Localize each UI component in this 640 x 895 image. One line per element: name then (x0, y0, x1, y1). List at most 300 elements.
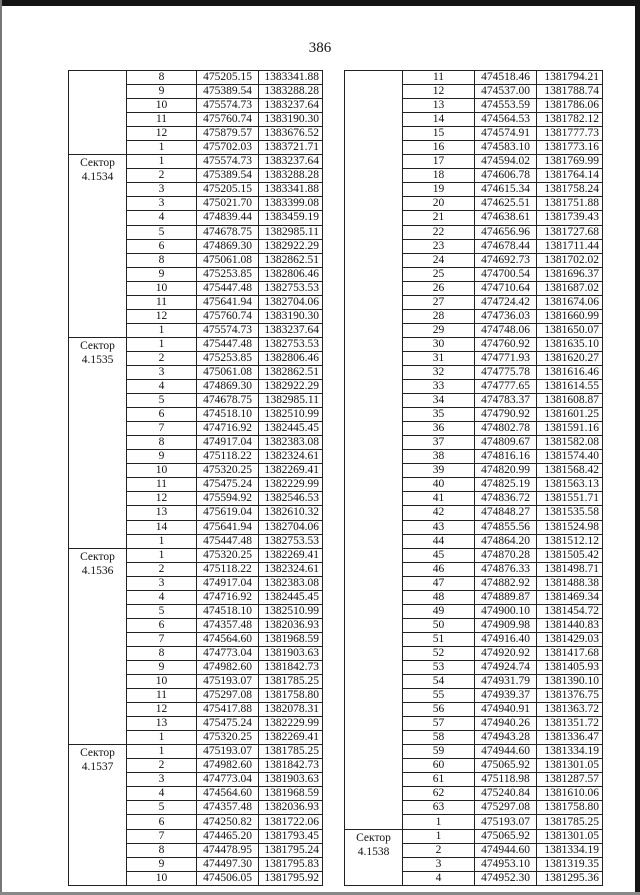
x-coordinate-cell: 474917.04 (197, 436, 259, 450)
sector-cell (69, 745, 127, 885)
point-number-cell: 2 (127, 351, 197, 365)
sector-id: 4.1536 (81, 564, 114, 577)
y-coordinate-cell: 1381788.74 (537, 85, 603, 99)
point-number-cell: 9 (127, 857, 197, 871)
x-coordinate-cell: 475594.92 (197, 492, 259, 506)
point-number-cell: 1 (127, 548, 197, 562)
point-number-cell: 7 (127, 632, 197, 646)
y-coordinate-cell: 1382078.31 (259, 703, 323, 717)
x-coordinate-cell: 474809.67 (475, 436, 537, 450)
point-number-cell: 37 (403, 436, 475, 450)
y-coordinate-cell: 1381769.99 (537, 155, 603, 169)
x-coordinate-cell: 474882.92 (475, 576, 537, 590)
x-coordinate-cell: 475475.24 (197, 478, 259, 492)
point-number-cell: 1 (403, 815, 475, 829)
x-coordinate-cell: 474357.48 (197, 801, 259, 815)
y-coordinate-cell: 1382985.11 (259, 394, 323, 408)
x-coordinate-cell: 474916.40 (475, 632, 537, 646)
x-coordinate-cell: 475760.74 (197, 309, 259, 323)
y-coordinate-cell: 1381582.08 (537, 436, 603, 450)
point-number-cell: 13 (127, 717, 197, 731)
x-coordinate-cell: 475447.48 (197, 281, 259, 295)
sector-cell (69, 155, 127, 338)
point-number-cell: 11 (403, 71, 475, 85)
y-coordinate-cell: 1381687.02 (537, 281, 603, 295)
x-coordinate-cell: 475021.70 (197, 197, 259, 211)
point-number-cell: 8 (127, 843, 197, 857)
table-row (69, 337, 323, 351)
x-coordinate-cell: 474518.46 (475, 71, 537, 85)
point-number-cell: 3 (127, 197, 197, 211)
x-coordinate-cell: 474775.78 (475, 365, 537, 379)
y-coordinate-cell: 1381417.68 (537, 646, 603, 660)
x-coordinate-cell: 474465.20 (197, 829, 259, 843)
y-coordinate-cell: 1381782.12 (537, 113, 603, 127)
x-coordinate-cell: 475118.22 (197, 562, 259, 576)
y-coordinate-cell: 1381773.16 (537, 141, 603, 155)
y-coordinate-cell: 1381903.63 (259, 646, 323, 660)
point-number-cell: 54 (403, 675, 475, 689)
y-coordinate-cell: 1383237.64 (259, 323, 323, 337)
x-coordinate-cell: 474748.06 (475, 323, 537, 337)
y-coordinate-cell: 1382922.29 (259, 239, 323, 253)
point-number-cell: 5 (127, 604, 197, 618)
coordinates-table-right-body (345, 71, 603, 886)
y-coordinate-cell: 1381702.02 (537, 253, 603, 267)
sector-label: Сектор (80, 550, 115, 563)
point-number-cell: 4 (127, 380, 197, 394)
y-coordinate-cell: 1381751.88 (537, 197, 603, 211)
y-coordinate-cell: 1381568.42 (537, 464, 603, 478)
x-coordinate-cell: 475205.15 (197, 183, 259, 197)
point-number-cell: 15 (403, 127, 475, 141)
point-number-cell: 2 (127, 562, 197, 576)
point-number-cell: 7 (127, 829, 197, 843)
y-coordinate-cell: 1381524.98 (537, 520, 603, 534)
y-coordinate-cell: 1381650.07 (537, 323, 603, 337)
y-coordinate-cell: 1381786.06 (537, 99, 603, 113)
x-coordinate-cell: 475320.25 (197, 731, 259, 745)
y-coordinate-cell: 1381660.99 (537, 309, 603, 323)
y-coordinate-cell: 1381295.36 (537, 871, 603, 885)
point-number-cell: 57 (403, 717, 475, 731)
y-coordinate-cell: 1381696.37 (537, 267, 603, 281)
x-coordinate-cell: 475065.92 (475, 759, 537, 773)
x-coordinate-cell: 474615.34 (475, 183, 537, 197)
y-coordinate-cell: 1382922.29 (259, 380, 323, 394)
x-coordinate-cell: 474710.64 (475, 281, 537, 295)
x-coordinate-cell: 474478.95 (197, 843, 259, 857)
point-number-cell: 8 (127, 646, 197, 660)
y-coordinate-cell: 1382985.11 (259, 225, 323, 239)
x-coordinate-cell: 475193.07 (197, 745, 259, 759)
x-coordinate-cell: 475193.07 (475, 815, 537, 829)
y-coordinate-cell: 1382229.99 (259, 717, 323, 731)
x-coordinate-cell: 475475.24 (197, 717, 259, 731)
x-coordinate-cell: 474952.30 (475, 871, 537, 885)
point-number-cell: 1 (127, 323, 197, 337)
point-number-cell: 59 (403, 745, 475, 759)
point-number-cell: 56 (403, 703, 475, 717)
y-coordinate-cell: 1383341.88 (259, 71, 323, 85)
point-number-cell: 1 (127, 745, 197, 759)
x-coordinate-cell: 474917.04 (197, 576, 259, 590)
point-number-cell: 9 (127, 660, 197, 674)
sector-label: Сектор (80, 157, 115, 170)
sector-label: Сектор (80, 747, 115, 760)
point-number-cell: 13 (127, 506, 197, 520)
y-coordinate-cell: 1381785.25 (259, 675, 323, 689)
x-coordinate-cell: 475389.54 (197, 169, 259, 183)
x-coordinate-cell: 474940.91 (475, 703, 537, 717)
x-coordinate-cell: 474760.92 (475, 337, 537, 351)
x-coordinate-cell: 474931.79 (475, 675, 537, 689)
y-coordinate-cell: 1381301.05 (537, 829, 603, 843)
y-coordinate-cell: 1382383.08 (259, 576, 323, 590)
y-coordinate-cell: 1381635.10 (537, 337, 603, 351)
point-number-cell: 60 (403, 759, 475, 773)
x-coordinate-cell: 474716.92 (197, 422, 259, 436)
y-coordinate-cell: 1381793.45 (259, 829, 323, 843)
x-coordinate-cell: 474848.27 (475, 506, 537, 520)
point-number-cell: 10 (127, 281, 197, 295)
x-coordinate-cell: 475760.74 (197, 113, 259, 127)
point-number-cell: 5 (127, 225, 197, 239)
x-coordinate-cell: 475447.48 (197, 534, 259, 548)
x-coordinate-cell: 474940.26 (475, 717, 537, 731)
point-number-cell: 6 (127, 239, 197, 253)
y-coordinate-cell: 1381795.24 (259, 843, 323, 857)
x-coordinate-cell: 475574.73 (197, 323, 259, 337)
y-coordinate-cell: 1381795.83 (259, 857, 323, 871)
table-row (69, 155, 323, 169)
y-coordinate-cell: 1381498.71 (537, 562, 603, 576)
y-coordinate-cell: 1381390.10 (537, 675, 603, 689)
point-number-cell: 47 (403, 576, 475, 590)
point-number-cell: 43 (403, 520, 475, 534)
x-coordinate-cell: 475879.57 (197, 127, 259, 141)
point-number-cell: 12 (127, 492, 197, 506)
point-number-cell: 48 (403, 590, 475, 604)
x-coordinate-cell: 475574.73 (197, 99, 259, 113)
point-number-cell: 9 (127, 85, 197, 99)
y-coordinate-cell: 1381512.12 (537, 534, 603, 548)
y-coordinate-cell: 1382753.53 (259, 534, 323, 548)
y-coordinate-cell: 1382862.51 (259, 253, 323, 267)
x-coordinate-cell: 474953.10 (475, 857, 537, 871)
y-coordinate-cell: 1381563.13 (537, 478, 603, 492)
y-coordinate-cell: 1382704.06 (259, 295, 323, 309)
sector-cell (345, 71, 403, 830)
point-number-cell: 50 (403, 618, 475, 632)
x-coordinate-cell: 474678.44 (475, 239, 537, 253)
x-coordinate-cell: 474864.20 (475, 534, 537, 548)
y-coordinate-cell: 1381722.06 (259, 815, 323, 829)
y-coordinate-cell: 1381429.03 (537, 632, 603, 646)
y-coordinate-cell: 1381608.87 (537, 394, 603, 408)
point-number-cell: 5 (127, 394, 197, 408)
y-coordinate-cell: 1382445.45 (259, 422, 323, 436)
point-number-cell: 39 (403, 464, 475, 478)
sector-cell (69, 71, 127, 155)
x-coordinate-cell: 475193.07 (197, 675, 259, 689)
point-number-cell: 14 (127, 520, 197, 534)
table-row (69, 71, 323, 85)
point-number-cell: 24 (403, 253, 475, 267)
x-coordinate-cell: 474802.78 (475, 422, 537, 436)
y-coordinate-cell: 1382546.53 (259, 492, 323, 506)
x-coordinate-cell: 474889.87 (475, 590, 537, 604)
point-number-cell: 11 (127, 689, 197, 703)
x-coordinate-cell: 474583.10 (475, 141, 537, 155)
sector-id: 4.1534 (81, 171, 114, 184)
y-coordinate-cell: 1382510.99 (259, 408, 323, 422)
x-coordinate-cell: 475061.08 (197, 253, 259, 267)
point-number-cell: 2 (127, 759, 197, 773)
point-number-cell: 2 (127, 169, 197, 183)
coordinates-table-left-body (69, 71, 323, 886)
x-coordinate-cell: 474825.19 (475, 478, 537, 492)
x-coordinate-cell: 474900.10 (475, 604, 537, 618)
point-number-cell: 12 (403, 85, 475, 99)
x-coordinate-cell: 475641.94 (197, 520, 259, 534)
x-coordinate-cell: 475320.25 (197, 464, 259, 478)
x-coordinate-cell: 475389.54 (197, 85, 259, 99)
point-number-cell: 51 (403, 632, 475, 646)
point-number-cell: 53 (403, 660, 475, 674)
sector-id: 4.1538 (357, 845, 390, 858)
y-coordinate-cell: 1382445.45 (259, 590, 323, 604)
scan-edge-left (0, 0, 2, 895)
y-coordinate-cell: 1381764.14 (537, 169, 603, 183)
x-coordinate-cell: 475447.48 (197, 337, 259, 351)
y-coordinate-cell: 1381334.19 (537, 745, 603, 759)
y-coordinate-cell: 1381351.72 (537, 717, 603, 731)
point-number-cell: 6 (127, 618, 197, 632)
x-coordinate-cell: 475240.84 (475, 787, 537, 801)
point-number-cell: 22 (403, 225, 475, 239)
x-coordinate-cell: 475619.04 (197, 506, 259, 520)
point-number-cell: 55 (403, 689, 475, 703)
sector-label: Сектор (356, 831, 391, 844)
y-coordinate-cell: 1381785.25 (537, 815, 603, 829)
page-number: 386 (308, 40, 332, 56)
x-coordinate-cell: 474574.91 (475, 127, 537, 141)
x-coordinate-cell: 475065.92 (475, 829, 537, 843)
scan-edge-top (0, 0, 640, 6)
point-number-cell: 3 (127, 183, 197, 197)
y-coordinate-cell: 1381551.71 (537, 492, 603, 506)
point-number-cell: 42 (403, 506, 475, 520)
point-number-cell: 12 (127, 703, 197, 717)
point-number-cell: 32 (403, 365, 475, 379)
point-number-cell: 7 (127, 422, 197, 436)
table-row (345, 71, 603, 85)
point-number-cell: 45 (403, 548, 475, 562)
y-coordinate-cell: 1381610.06 (537, 787, 603, 801)
x-coordinate-cell: 475205.15 (197, 71, 259, 85)
x-coordinate-cell: 475061.08 (197, 365, 259, 379)
y-coordinate-cell: 1383721.71 (259, 141, 323, 155)
point-number-cell: 17 (403, 155, 475, 169)
x-coordinate-cell: 474943.28 (475, 731, 537, 745)
x-coordinate-cell: 474790.92 (475, 408, 537, 422)
x-coordinate-cell: 474250.82 (197, 815, 259, 829)
point-number-cell: 1 (127, 337, 197, 351)
x-coordinate-cell: 474692.73 (475, 253, 537, 267)
y-coordinate-cell: 1383237.64 (259, 155, 323, 169)
y-coordinate-cell: 1381968.59 (259, 632, 323, 646)
point-number-cell: 13 (403, 99, 475, 113)
x-coordinate-cell: 474876.33 (475, 562, 537, 576)
point-number-cell: 19 (403, 183, 475, 197)
y-coordinate-cell: 1383190.30 (259, 309, 323, 323)
x-coordinate-cell: 475253.85 (197, 267, 259, 281)
sector-id: 4.1537 (81, 761, 114, 774)
x-coordinate-cell: 474357.48 (197, 618, 259, 632)
point-number-cell: 46 (403, 562, 475, 576)
y-coordinate-cell: 1381488.38 (537, 576, 603, 590)
x-coordinate-cell: 474518.10 (197, 604, 259, 618)
x-coordinate-cell: 474982.60 (197, 759, 259, 773)
y-coordinate-cell: 1382610.32 (259, 506, 323, 520)
y-coordinate-cell: 1381405.93 (537, 660, 603, 674)
table-row (345, 829, 603, 843)
x-coordinate-cell: 474736.03 (475, 309, 537, 323)
y-coordinate-cell: 1381968.59 (259, 787, 323, 801)
x-coordinate-cell: 474625.51 (475, 197, 537, 211)
y-coordinate-cell: 1381794.21 (537, 71, 603, 85)
y-coordinate-cell: 1381758.80 (259, 689, 323, 703)
y-coordinate-cell: 1383288.28 (259, 85, 323, 99)
point-number-cell: 8 (127, 253, 197, 267)
y-coordinate-cell: 1381601.25 (537, 408, 603, 422)
point-number-cell: 3 (127, 773, 197, 787)
point-number-cell: 1 (403, 829, 475, 843)
y-coordinate-cell: 1381440.83 (537, 618, 603, 632)
y-coordinate-cell: 1381785.25 (259, 745, 323, 759)
x-coordinate-cell: 474656.96 (475, 225, 537, 239)
x-coordinate-cell: 474836.72 (475, 492, 537, 506)
x-coordinate-cell: 474724.42 (475, 295, 537, 309)
y-coordinate-cell: 1381842.73 (259, 759, 323, 773)
y-coordinate-cell: 1381319.35 (537, 857, 603, 871)
y-coordinate-cell: 1381336.47 (537, 731, 603, 745)
y-coordinate-cell: 1381376.75 (537, 689, 603, 703)
point-number-cell: 11 (127, 113, 197, 127)
point-number-cell: 33 (403, 380, 475, 394)
y-coordinate-cell: 1381842.73 (259, 660, 323, 674)
y-coordinate-cell: 1381469.34 (537, 590, 603, 604)
y-coordinate-cell: 1383237.64 (259, 99, 323, 113)
x-coordinate-cell: 474518.10 (197, 408, 259, 422)
x-coordinate-cell: 474700.54 (475, 267, 537, 281)
y-coordinate-cell: 1381614.55 (537, 380, 603, 394)
point-number-cell: 40 (403, 478, 475, 492)
point-number-cell: 5 (127, 801, 197, 815)
x-coordinate-cell: 474678.75 (197, 394, 259, 408)
y-coordinate-cell: 1381454.72 (537, 604, 603, 618)
y-coordinate-cell: 1381727.68 (537, 225, 603, 239)
point-number-cell: 10 (127, 464, 197, 478)
x-coordinate-cell: 474537.00 (475, 85, 537, 99)
point-number-cell: 27 (403, 295, 475, 309)
y-coordinate-cell: 1382383.08 (259, 436, 323, 450)
table-row (69, 745, 323, 759)
point-number-cell: 10 (127, 871, 197, 885)
y-coordinate-cell: 1382324.61 (259, 562, 323, 576)
x-coordinate-cell: 474678.75 (197, 225, 259, 239)
y-coordinate-cell: 1381505.42 (537, 548, 603, 562)
point-number-cell: 3 (127, 365, 197, 379)
y-coordinate-cell: 1381739.43 (537, 211, 603, 225)
x-coordinate-cell: 474773.04 (197, 773, 259, 787)
y-coordinate-cell: 1381591.16 (537, 422, 603, 436)
point-number-cell: 41 (403, 492, 475, 506)
point-number-cell: 1 (127, 155, 197, 169)
y-coordinate-cell: 1382229.99 (259, 478, 323, 492)
point-number-cell: 58 (403, 731, 475, 745)
y-coordinate-cell: 1381616.46 (537, 365, 603, 379)
point-number-cell: 9 (127, 450, 197, 464)
point-number-cell: 21 (403, 211, 475, 225)
point-number-cell: 20 (403, 197, 475, 211)
y-coordinate-cell: 1382862.51 (259, 365, 323, 379)
point-number-cell: 11 (127, 295, 197, 309)
point-number-cell: 9 (127, 267, 197, 281)
point-number-cell: 4 (127, 787, 197, 801)
x-coordinate-cell: 474553.59 (475, 99, 537, 113)
point-number-cell: 63 (403, 801, 475, 815)
point-number-cell: 2 (403, 843, 475, 857)
x-coordinate-cell: 474820.99 (475, 464, 537, 478)
point-number-cell: 38 (403, 450, 475, 464)
sector-cell (345, 829, 403, 885)
point-number-cell: 1 (127, 731, 197, 745)
y-coordinate-cell: 1383399.08 (259, 197, 323, 211)
point-number-cell: 25 (403, 267, 475, 281)
y-coordinate-cell: 1382806.46 (259, 267, 323, 281)
x-coordinate-cell: 474771.93 (475, 351, 537, 365)
table-row (69, 548, 323, 562)
x-coordinate-cell: 475641.94 (197, 295, 259, 309)
x-coordinate-cell: 474982.60 (197, 660, 259, 674)
x-coordinate-cell: 474920.92 (475, 646, 537, 660)
coordinates-table-left (68, 70, 323, 886)
x-coordinate-cell: 474783.37 (475, 394, 537, 408)
y-coordinate-cell: 1381363.72 (537, 703, 603, 717)
sector-label: Сектор (80, 339, 115, 352)
y-coordinate-cell: 1382269.41 (259, 548, 323, 562)
x-coordinate-cell: 474870.28 (475, 548, 537, 562)
point-number-cell: 4 (403, 871, 475, 885)
y-coordinate-cell: 1382324.61 (259, 450, 323, 464)
point-number-cell: 3 (127, 576, 197, 590)
x-coordinate-cell: 474594.02 (475, 155, 537, 169)
scan-edge-right (635, 0, 640, 895)
point-number-cell: 16 (403, 141, 475, 155)
point-number-cell: 31 (403, 351, 475, 365)
point-number-cell: 30 (403, 337, 475, 351)
point-number-cell: 26 (403, 281, 475, 295)
x-coordinate-cell: 474606.78 (475, 169, 537, 183)
x-coordinate-cell: 474506.05 (197, 871, 259, 885)
point-number-cell: 35 (403, 408, 475, 422)
x-coordinate-cell: 475417.88 (197, 703, 259, 717)
point-number-cell: 62 (403, 787, 475, 801)
point-number-cell: 28 (403, 309, 475, 323)
x-coordinate-cell: 474924.74 (475, 660, 537, 674)
